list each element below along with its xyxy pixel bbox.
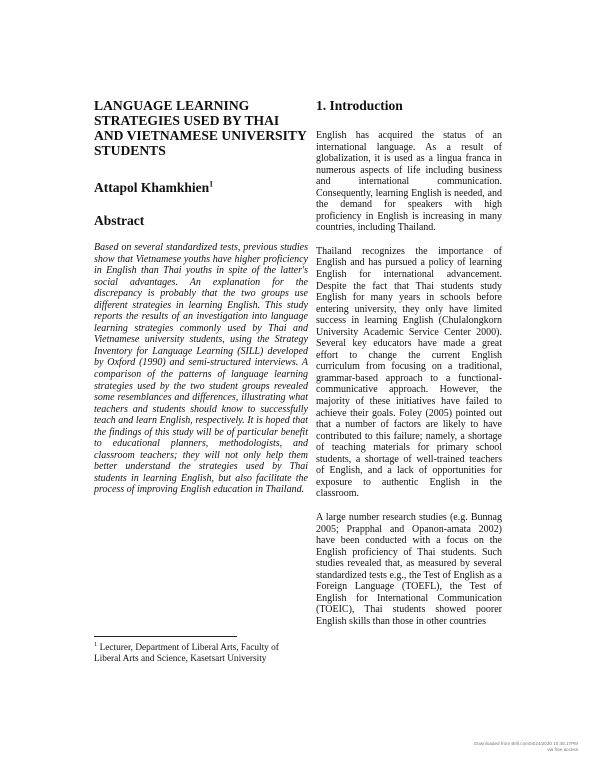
author-line: [94, 180, 308, 196]
abstract-text: Based on several standardized tests, previous studies show that Vietnamese youths have higher proficiency in English than Thai youths in spite of the latter's social advantages. An explanation for the discrepancy is probably that the two groups use different strategies in learning English. This study reports the results of an investigation into language learning strategies commonly used by Thai and Vietnamese university students, using the Strategy Inventory for Language Learning (SILL) developed by Oxford (1990) and semi-structured interviews. A comparison of the patterns of language learning strategies used by the two student groups revealed some resemblances and differences, illustrating what teachers and students should know to successfully teach and learn English, respectively. It is hoped that the findings of this study will be of particular benefit to educational planners, methodologists, and classroom teachers; they will not only help them better understand the strategies used by Thai students in learning English, but also facilitate the process of improving English education in Thailand.: [94, 242, 308, 496]
footnote-marker: 1: [94, 640, 98, 648]
footnote-divider: [94, 636, 237, 637]
footnote: [94, 640, 308, 665]
author-name: Attapol Khamkhien: [94, 180, 210, 195]
intro-paragraph-3: A large number research studies (e.g. Bunnag 2005; Prapphal and Opanon-amata 2002) have been conducted with a focus on the English proficiency of Thai students. Such studies revealed that, as measured by several standardized tests e.g., the Test of English as a Foreign Language (TOEFL), the Test of English for International Communication (TOEIC), Thai students showed poorer English skills than those in other countries: [316, 511, 502, 627]
introduction-heading: 1. Introduction: [316, 98, 403, 113]
intro-paragraph-2: Thailand recognizes the importance of English and has pursued a policy of learning English for international advancement. Despite the fact that Thai students study English for many years in schools before entering university, they only have limited success in learning English (Chulalongkorn University Academic Service Center 2000). Several key educators have made a great effort to change the current English curriculum from focusing on a traditional, grammar-based approach to a functional-communicative approach. However, the majority of these initiatives have failed to achieve their goals. Foley (2005) pointed out that a number of factors are likely to have contributed to this failure; namely, a shortage of teaching materials for primary school students, a shortage of well-trained teachers of English, and a lack of opportunities for exposure to authentic English in the classroom.: [316, 245, 502, 500]
paper-title: LANGUAGE LEARNING STRATEGIES USED BY THAI AND VIETNAMESE UNIVERSITY STUDENTS: [94, 98, 307, 158]
abstract-heading: Abstract: [94, 213, 145, 228]
download-note-line-2: via free access: [547, 747, 578, 752]
right-column: [316, 98, 502, 627]
download-note-line-1: Downloaded from Brill.com04/24/2020 10:45:17PM: [474, 741, 578, 746]
author-footnote-marker[interactable]: 1: [209, 179, 214, 189]
footnote-text: Lecturer, Department of Liberal Arts, Faculty of Liberal Arts and Science, Kasetsart University: [94, 643, 279, 664]
left-column: [94, 98, 308, 496]
download-watermark: [378, 741, 578, 753]
intro-paragraph-1: English has acquired the status of an international language. As a result of globalization, it is used as a lingua franca in numerous aspects of life including business and international communication. Consequently, learning English is needed, and the demand for speakers with high proficiency in English is increasing in many countries, including Thailand.: [316, 130, 502, 234]
